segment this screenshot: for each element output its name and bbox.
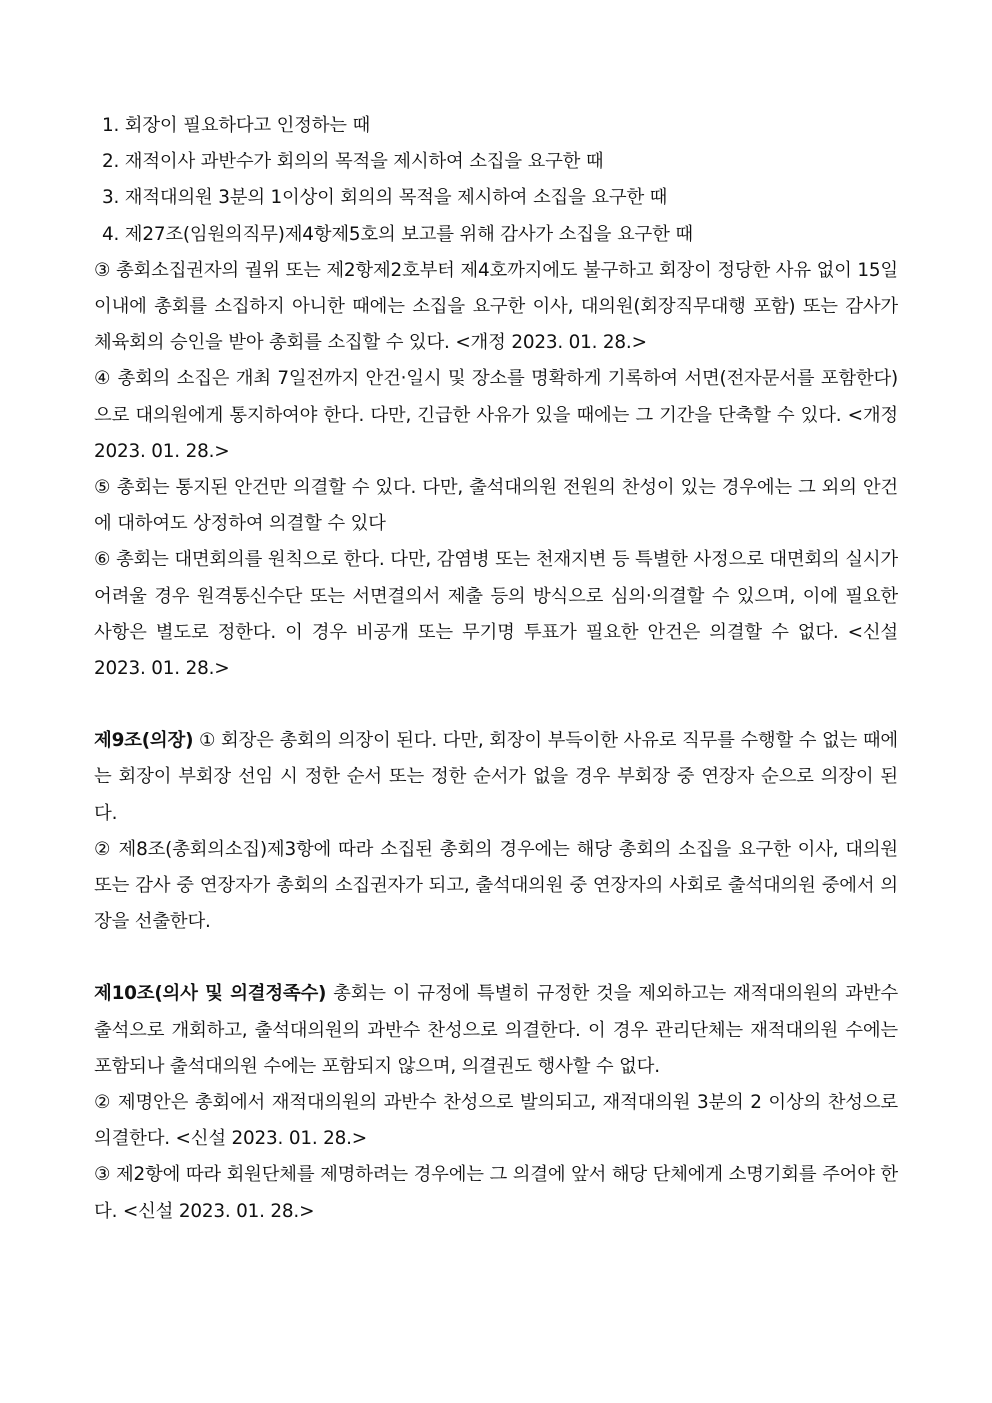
- section-gap: [94, 687, 898, 723]
- section-gap: [94, 940, 898, 976]
- article9-paragraph-1: [94, 723, 898, 832]
- article9-paragraph-2: ② 제8조(총회의소집)제3항에 따라 소집된 총회의 경우에는 해당 총회의 소집을 요구한 이사, 대의원 또는 감사 중 연장자가 총회의 소집권자가 되고, 출석대의원 중 연장자의 사회로 출석대의원 중에서 의장을 선출한다.: [94, 838, 898, 933]
- article10-title: 제10조(의사 및 의결정족수): [94, 983, 327, 1005]
- article10-paragraph-3: ③ 제2항에 따라 회원단체를 제명하려는 경우에는 그 의결에 앞서 해당 단체에게 소명기회를 주어야 한다. <신설 2023. 01. 28.>: [94, 1164, 898, 1222]
- article9-title: 제9조(의장): [94, 730, 194, 752]
- article10-paragraph-1: [94, 976, 898, 1085]
- article8-paragraph-6: ⑥ 총회는 대면회의를 원칙으로 한다. 다만, 감염병 또는 천재지변 등 특별한 사정으로 대면회의 실시가 어려울 경우 원격통신수단 또는 서면결의서 제출 등의 방식으로 심의·의결할 수 있으며, 이에 필요한 사항은 별도로 정한다. 이 경우 비공개 또는 무기명 투표가 필요한 안건은 의결할 수 없다. <신설 2023. 01. 28.>: [94, 549, 898, 680]
- article10-paragraph-2: ② 제명안은 총회에서 재적대의원의 과반수 찬성으로 발의되고, 재적대의원 3분의 2 이상의 찬성으로 의결한다. <신설 2023. 01. 28.>: [94, 1092, 898, 1150]
- list-item: 3. 재적대의원 3분의 1이상이 회의의 목적을 제시하여 소집을 요구한 때: [102, 187, 668, 209]
- article8-paragraph-4: ④ 총회의 소집은 개최 7일전까지 안건·일시 및 장소를 명확하게 기록하여 서면(전자문서를 포함한다)으로 대의원에게 통지하여야 한다. 다만, 긴급한 사유가 있을 때에는 그 기간을 단축할 수 있다. <개정 2023. 01. 28.>: [94, 368, 898, 462]
- document-page: [94, 108, 898, 1230]
- article8-paragraph-5: ⑤ 총회는 통지된 안건만 의결할 수 있다. 다만, 출석대의원 전원의 찬성이 있는 경우에는 그 외의 안건에 대하여도 상정하여 의결할 수 있다: [94, 477, 898, 535]
- list-item: 1. 회장이 필요하다고 인정하는 때: [102, 115, 371, 136]
- article8-paragraph-3: ③ 총회소집권자의 궐위 또는 제2항제2호부터 제4호까지에도 불구하고 회장이 정당한 사유 없이 15일 이내에 총회를 소집하지 아니한 때에는 소집을 요구한 이사, 대의원(회장직무대행 포함) 또는 감사가 체육회의 승인을 받아 총회를 소집할 수 있다. <개정 2023. 01. 28.>: [94, 259, 898, 354]
- article9-p1-text: ① 회장은 총회의 의장이 된다. 다만, 회장이 부득이한 사유로 직무를 수행할 수 없는 때에는 회장이 부회장 선임 시 정한 순서 또는 정한 순서가 없을 경우 부회장 중 연장자 순으로 의장이 된다.: [94, 730, 898, 824]
- list-item: 4. 제27조(임원의직무)제4항제5호의 보고를 위해 감사가 소집을 요구한 때: [102, 223, 693, 245]
- article10-p1-text: 총회는 이 규정에 특별히 규정한 것을 제외하고는 재적대의원의 과반수 출석으로 개회하고, 출석대의원의 과반수 찬성으로 의결한다. 이 경우 관리단체는 재적대의원 수에는 포함되나 출석대의원 수에는 포함되지 않으며, 의결권도 행사할 수 없다.: [94, 983, 898, 1077]
- list-item: 2. 재적이사 과반수가 회의의 목적을 제시하여 소집을 요구한 때: [102, 151, 604, 173]
